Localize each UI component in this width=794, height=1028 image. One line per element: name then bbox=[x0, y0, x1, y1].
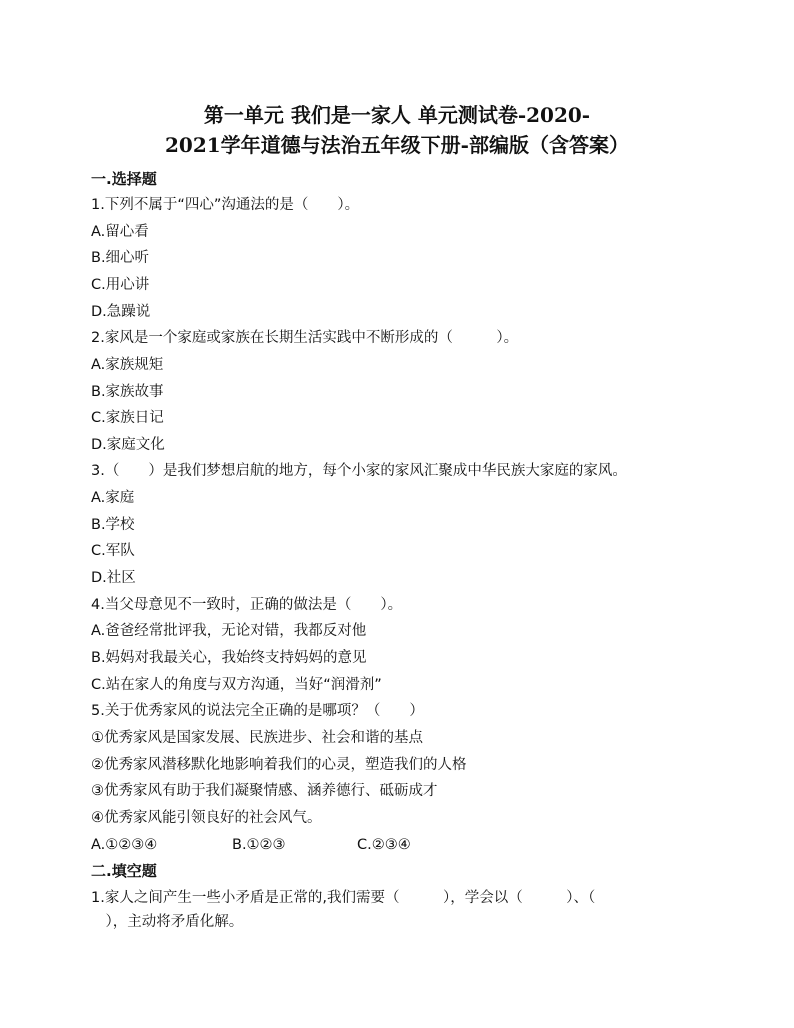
section-heading-choice: 一.选择题 bbox=[91, 170, 157, 188]
question-1-option-b: B.细心听 bbox=[91, 250, 150, 266]
question-3-option-d: D.社区 bbox=[91, 570, 136, 586]
question-4-option-b: B.妈妈对我最关心，我始终支持妈妈的意见 bbox=[91, 650, 367, 666]
fill-question-1-line-1: 1.家人之间产生一些小矛盾是正常的,我们需要（ ），学会以（ ）、（ bbox=[91, 890, 596, 906]
question-5-option-b: B.①②③ bbox=[232, 837, 286, 853]
question-2-option-a: A.家族规矩 bbox=[91, 357, 164, 373]
section-heading-fill: 二.填空题 bbox=[91, 862, 157, 880]
question-3-option-b: B.学校 bbox=[91, 517, 135, 533]
question-2-option-c: C.家族日记 bbox=[91, 410, 164, 426]
fill-question-1-line-2: ），主动将矛盾化解。 bbox=[91, 914, 244, 930]
question-5-statement-1: ①优秀家风是国家发展、民族进步、社会和谐的基点 bbox=[91, 730, 423, 746]
question-5-statement-3: ③优秀家风有助于我们凝聚情感、涵养德行、砥砺成才 bbox=[91, 783, 438, 799]
question-5-option-c: C.②③④ bbox=[357, 837, 411, 853]
question-5-stem: 5.关于优秀家风的说法完全正确的是哪项？（ ） bbox=[91, 703, 424, 719]
question-5-option-a: A.①②③④ bbox=[91, 837, 158, 853]
question-3-option-c: C.军队 bbox=[91, 543, 135, 559]
question-1-stem: 1.下列不属于“四心”沟通法的是（ ）。 bbox=[91, 197, 360, 213]
question-3-stem: 3.（ ）是我们梦想启航的地方，每个小家的家风汇聚成中华民族大家庭的家风。 bbox=[91, 463, 627, 479]
question-4-option-a: A.爸爸经常批评我，无论对错，我都反对他 bbox=[91, 623, 367, 639]
question-2-option-b: B.家族故事 bbox=[91, 384, 164, 400]
document-title bbox=[90, 100, 704, 160]
question-5-options bbox=[91, 836, 691, 854]
title-line-1: 第一单元 我们是一家人 单元测试卷-2020- bbox=[203, 103, 591, 127]
question-1-option-c: C.用心讲 bbox=[91, 277, 150, 293]
question-2-option-d: D.家庭文化 bbox=[91, 437, 165, 453]
question-1-option-a: A.留心看 bbox=[91, 224, 149, 240]
question-5-statement-4: ④优秀家风能引领良好的社会风气。 bbox=[91, 810, 322, 826]
title-line-2: 2021学年道德与法治五年级下册-部编版（含答案） bbox=[165, 133, 629, 157]
question-4-option-c: C.站在家人的角度与双方沟通，当好“润滑剂” bbox=[91, 677, 382, 693]
question-1-option-d: D.急躁说 bbox=[91, 304, 151, 320]
question-4-stem: 4.当父母意见不一致时，正确的做法是（ ）。 bbox=[91, 597, 403, 613]
question-3-option-a: A.家庭 bbox=[91, 490, 135, 506]
question-2-stem: 2.家风是一个家庭或家族在长期生活实践中不断形成的（ ）。 bbox=[91, 330, 519, 346]
question-5-statement-2: ②优秀家风潜移默化地影响着我们的心灵，塑造我们的人格 bbox=[91, 757, 467, 773]
